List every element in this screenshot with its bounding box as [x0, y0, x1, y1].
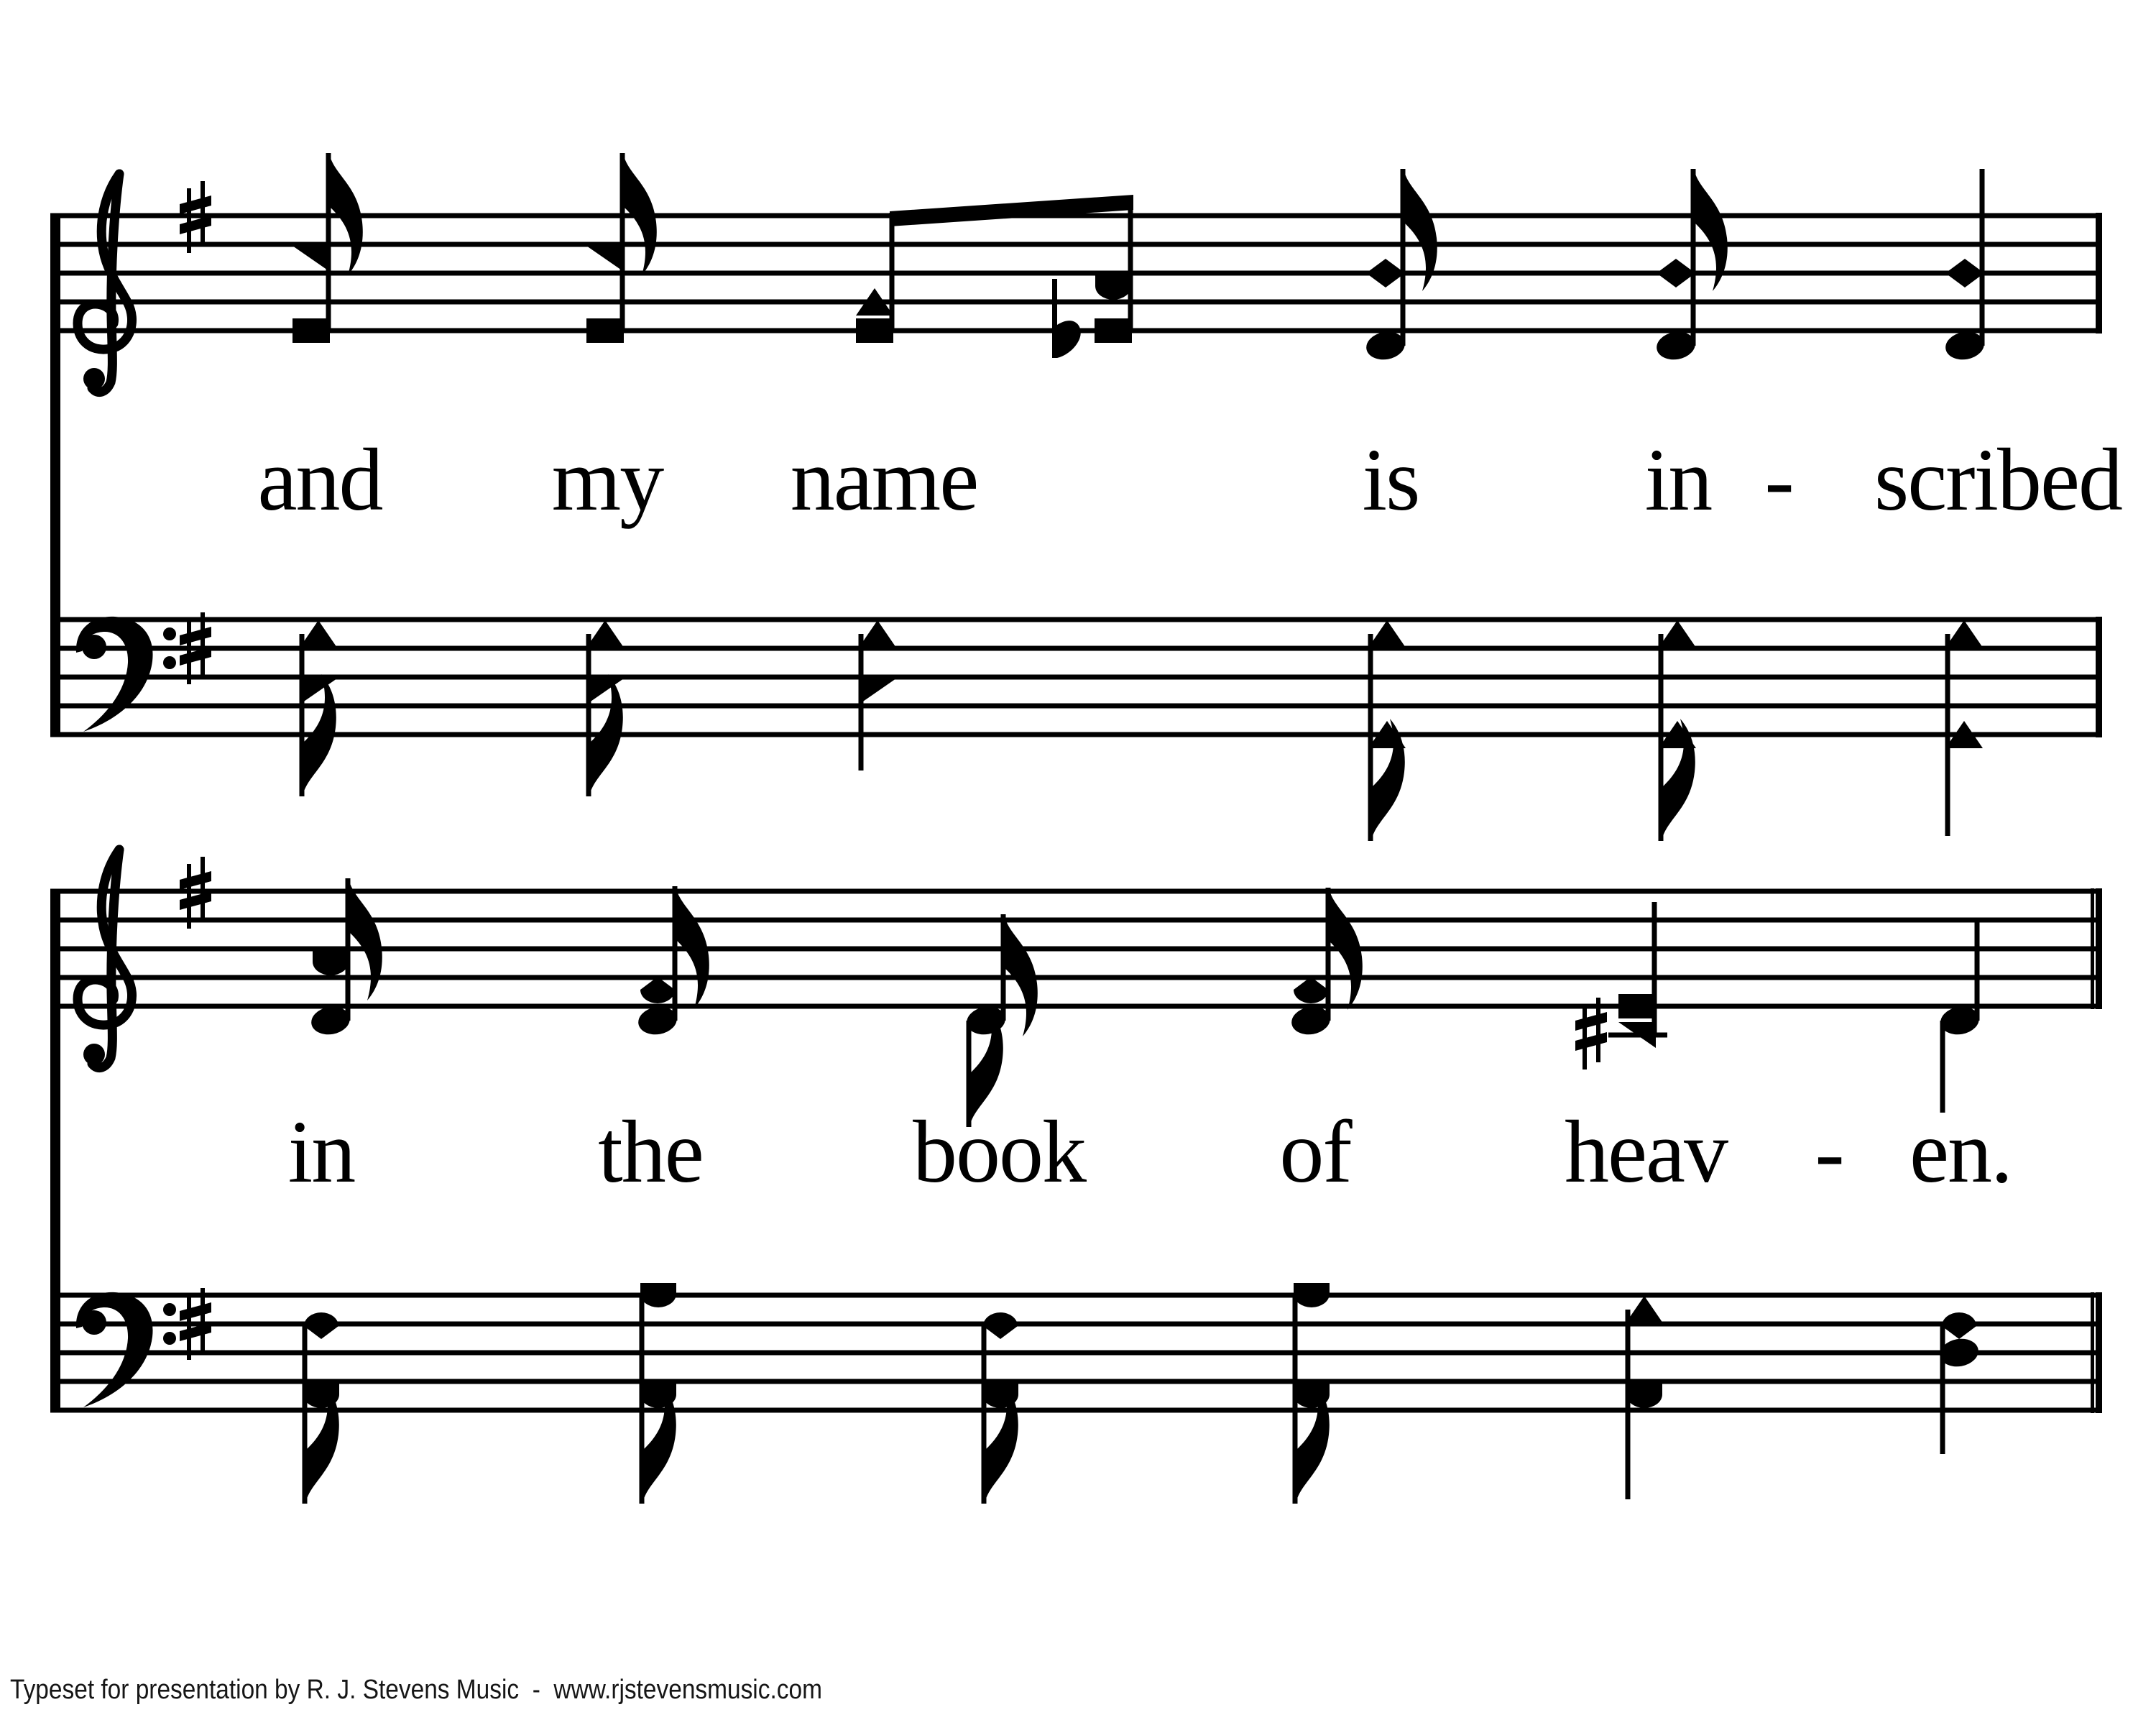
lyric-syllable: of — [1279, 1103, 1351, 1201]
lyric-syllable: scribed — [1874, 431, 2122, 529]
lyric-syllable: book — [913, 1103, 1085, 1201]
lyric-syllable: in — [287, 1103, 355, 1201]
lyric-syllable: in — [1644, 431, 1712, 529]
lyric-syllable: heav — [1564, 1103, 1728, 1201]
lyric-syllable: en. — [1909, 1103, 2012, 1201]
lyric-syllable: - — [1764, 431, 1793, 529]
footer-credit: Typeset for presentation by R. J. Stevens Music - www.rjstevensmusic.com — [10, 1675, 822, 1705]
lyric-syllable: is — [1362, 431, 1419, 529]
lyric-syllable: the — [598, 1103, 703, 1201]
lyric-syllable: and — [257, 431, 382, 529]
lyric-syllable: my — [551, 431, 663, 529]
lyric-syllable: name — [790, 431, 978, 529]
lyric-syllable: - — [1815, 1103, 1843, 1201]
